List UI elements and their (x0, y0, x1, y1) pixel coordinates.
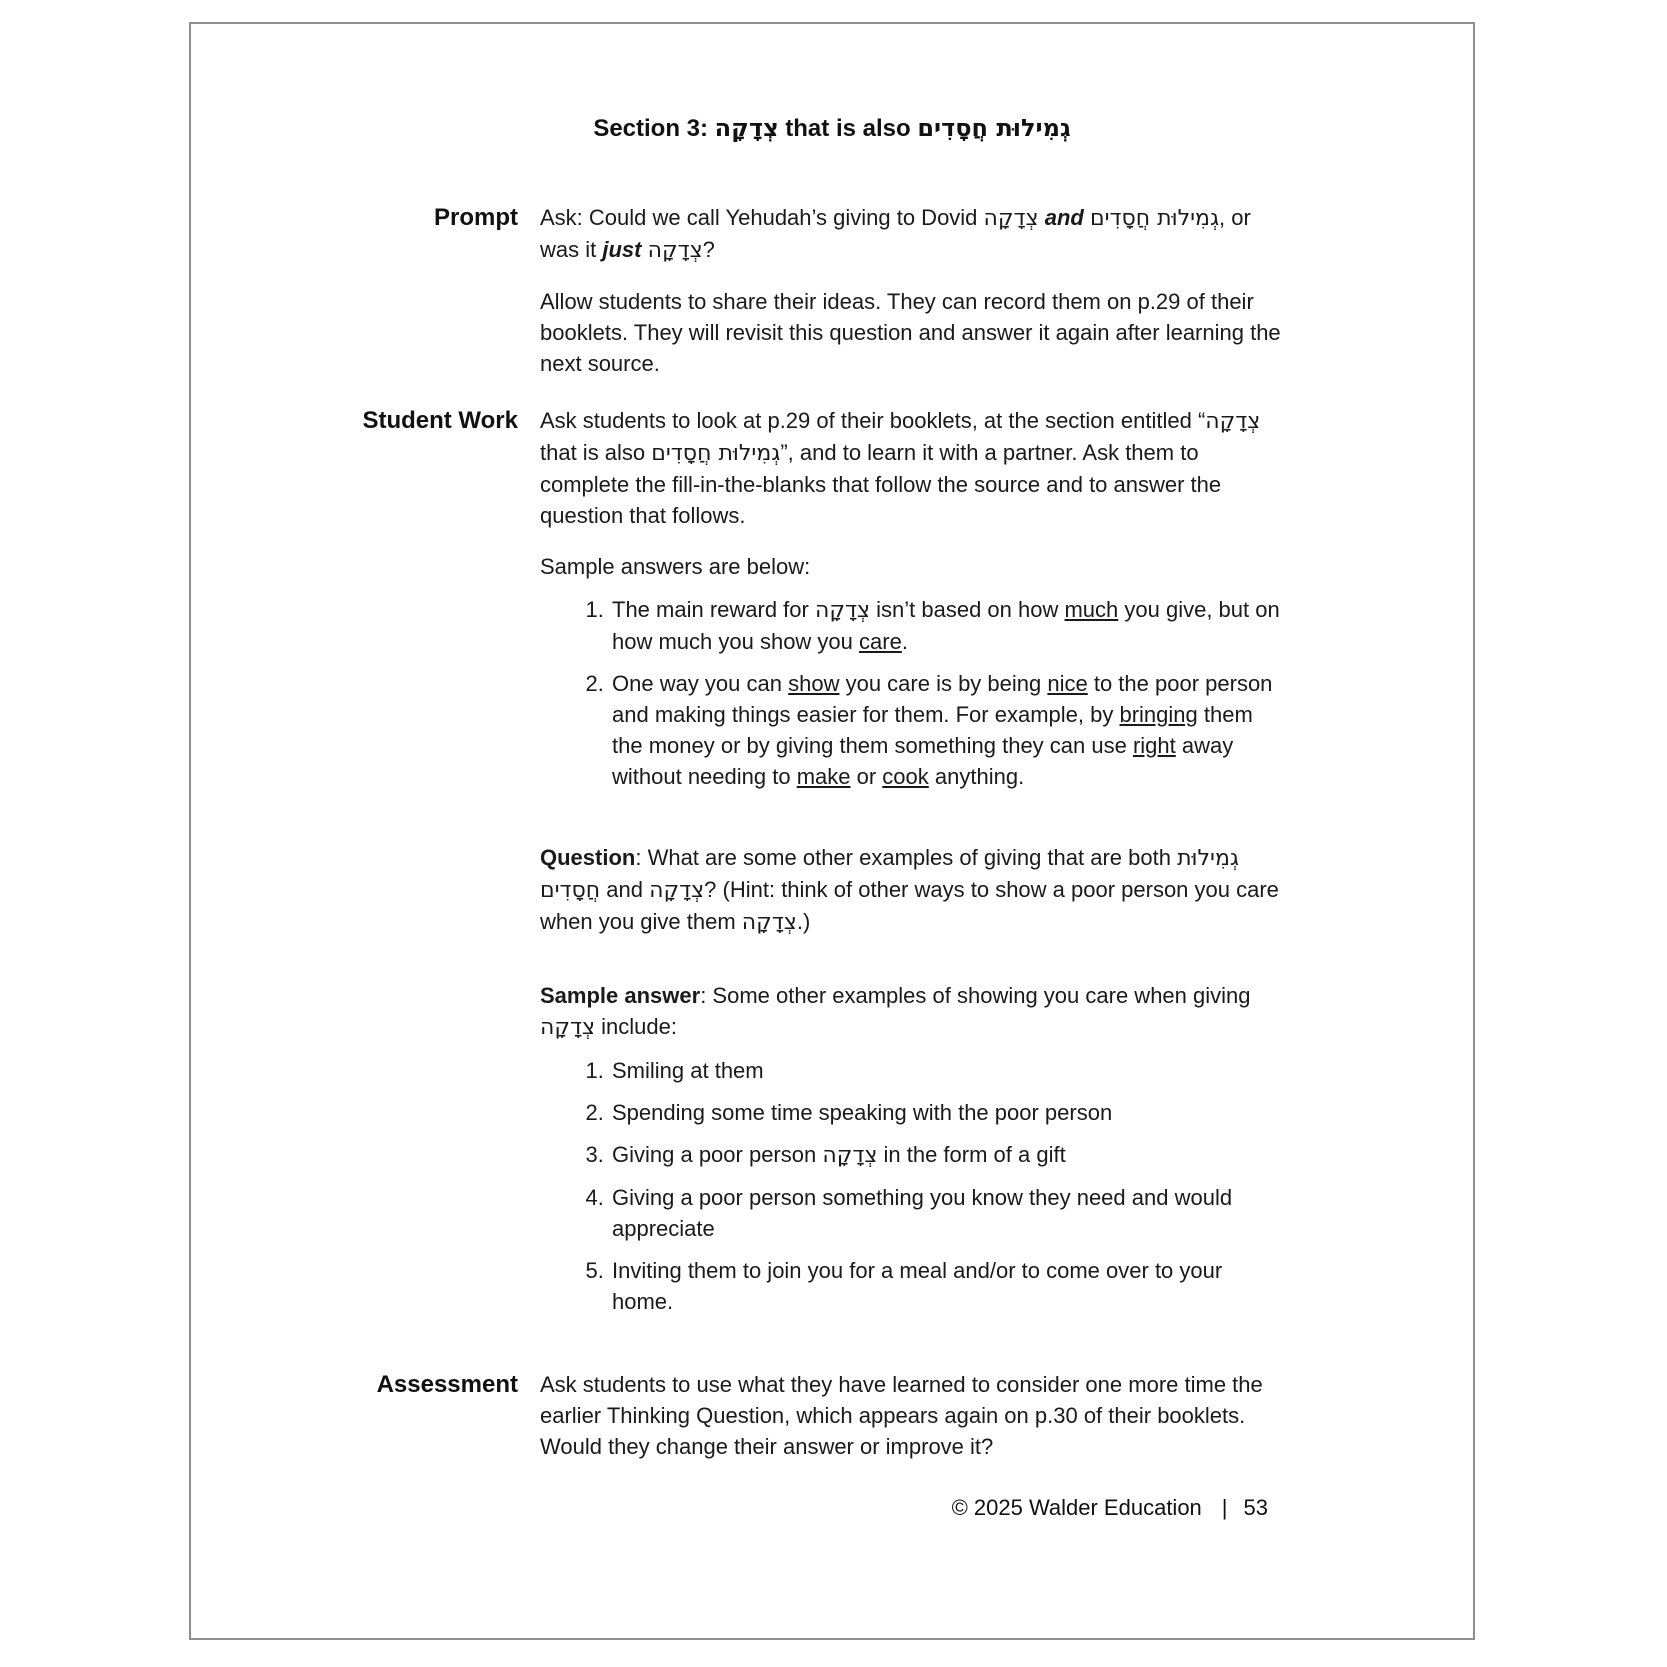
assessment-paragraph: Ask students to use what they have learned to consider one more time the earlier Thinking Question, which appears again on p.30 of their booklets. Would they change their answer or improve it? (540, 1372, 1263, 1459)
page-sheet (189, 22, 1475, 1640)
text-segment: : Some other examples of showing you care when giving (700, 983, 1251, 1008)
text-segment: .) (796, 909, 811, 934)
hebrew-term-tzedakah: צְדָקָה (741, 910, 797, 935)
section-assessment (191, 1369, 1473, 1462)
text-segment: anything. (928, 764, 1025, 789)
text-segment: ? (702, 237, 715, 262)
page-footer (952, 1492, 1268, 1523)
hebrew-term-tzedakah: צְדָקָה (647, 238, 703, 263)
hebrew-term-gemilut-chasadim: גְמִילוּת חֲסָדִים (1089, 206, 1220, 231)
footer-separator: | (1221, 1495, 1228, 1520)
care-examples-list (540, 1055, 1283, 1317)
list-item (610, 594, 1283, 657)
text-segment: to the poor person and making things easier for them. For example, by (612, 671, 1273, 727)
underlined-word: make (796, 764, 851, 789)
title-text: that is also (778, 115, 918, 142)
underlined-word: show (788, 671, 840, 696)
hebrew-term-tzedakah: צְדָקָה (814, 598, 871, 623)
copyright-text: © 2025 Walder Education (951, 1495, 1202, 1520)
hebrew-term-gemilut-chasadim: גְמִילוּת חֲסָדִים (540, 846, 1239, 903)
text-segment: Ask: Could we call Yehudah’s giving to Dovid (540, 205, 984, 230)
text-segment: : What are some other examples of giving that are both (635, 845, 1178, 870)
list-item (610, 1139, 1283, 1171)
text-segment: isn’t based on how (870, 597, 1065, 622)
list-item: 4. Giving a poor person something you know they need and would appreciate (610, 1182, 1283, 1244)
text-segment: away without needing to (612, 733, 1234, 789)
hebrew-term-tzedakah: צְדָקָה (714, 114, 779, 142)
text-segment: that is also (540, 440, 652, 465)
sample-answers-intro: Sample answers are below: (540, 554, 811, 579)
underlined-word: care (859, 629, 902, 654)
underlined-word: nice (1047, 671, 1088, 696)
text-segment: ? (Hint: think of other ways to show a poor person you care when you give them (540, 877, 1279, 934)
assessment-body (540, 1369, 1283, 1462)
text-segment: The main reward for (612, 597, 815, 622)
section-title (191, 113, 1473, 144)
prompt-body (540, 202, 1283, 379)
title-text: Section 3: (593, 115, 715, 142)
prompt-label: Prompt (434, 204, 518, 231)
hebrew-term-tzedakah: צְדָקָה (540, 1015, 596, 1040)
page-number: 53 (1243, 1495, 1268, 1520)
text-segment: include: (595, 1014, 677, 1039)
text-segment: or (850, 764, 883, 789)
text-segment: and (600, 877, 650, 902)
question-paragraph (540, 842, 1283, 938)
underlined-word: bringing (1119, 702, 1198, 727)
text-segment: , or was it (540, 205, 1251, 262)
sample-answer-paragraph (540, 980, 1283, 1043)
text-segment: Giving a poor person (612, 1142, 823, 1167)
underlined-word: right (1132, 733, 1176, 758)
section-prompt (191, 202, 1473, 379)
text-segment: . (901, 629, 908, 654)
sample-answer-lead-in: Sample answer (540, 983, 701, 1008)
underlined-word: cook (882, 764, 929, 789)
hebrew-term-tzedakah: צְדָקָה (983, 206, 1039, 231)
hebrew-term-tzedakah: צְדָקָה (649, 878, 705, 903)
hebrew-term-gemilut-chasadim: גְמִילוּת חֲסָדִים (651, 441, 781, 466)
list-item: 2. Spending some time speaking with the poor person (610, 1097, 1283, 1128)
text-segment: One way you can (612, 671, 789, 696)
student-work-body (540, 405, 1283, 1317)
list-item: 1. Smiling at them (610, 1055, 1283, 1086)
hebrew-term-tzedakah: צְדָקָה (1205, 409, 1261, 434)
sample-answers-list (540, 594, 1283, 792)
text-segment: you care is by being (839, 671, 1048, 696)
emphasis-word: just (602, 237, 642, 262)
emphasis-word: and (1044, 205, 1084, 230)
student-work-instructions-paragraph (540, 405, 1283, 531)
list-item (610, 668, 1283, 792)
prompt-question-paragraph (540, 202, 1283, 266)
hebrew-term-tzedakah: צְדָקָה (822, 1143, 878, 1168)
prompt-followup-paragraph: Allow students to share their ideas. They can record them on p.29 of their booklets. They will revisit this question and answer it again after learning the next source. (540, 289, 1281, 376)
hebrew-term-gemilut-chasadim: גְמִילוּת חֲסָדִים (917, 114, 1071, 142)
underlined-word: much (1064, 597, 1119, 622)
text-segment: you give, but on how much you show you (612, 597, 1280, 654)
section-student-work (191, 405, 1473, 1317)
text-segment: them the money or by giving them something they can use (612, 702, 1253, 758)
text-segment: in the form of a gift (877, 1142, 1066, 1167)
assessment-label: Assessment (376, 1371, 518, 1398)
text-segment: Ask students to look at p.29 of their booklets, at the section entitled “ (540, 408, 1206, 433)
list-item: 5. Inviting them to join you for a meal and/or to come over to your home. (610, 1255, 1283, 1317)
student-work-label: Student Work (362, 407, 518, 434)
question-lead-in: Question (540, 845, 636, 870)
text-segment: ”, and to learn it with a partner. Ask them to complete the fill-in-the-blanks that follow the source and to answer the question that follows. (540, 440, 1222, 528)
